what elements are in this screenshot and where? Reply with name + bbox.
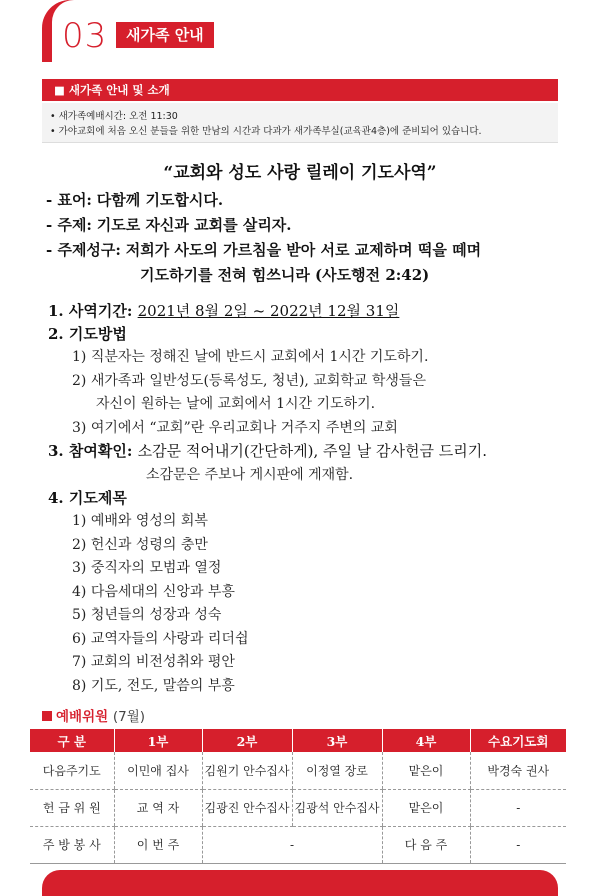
- method-item-1: 1) 직분자는 정해진 날에 반드시 교회에서 1시간 기도하기.: [72, 349, 429, 365]
- period-value: 2021년 8월 2일 ~ 2022년 12월 31일: [137, 302, 400, 320]
- topic-item: 2) 헌신과 성령의 충만: [72, 537, 208, 553]
- table-cell: 김광진 안수집사: [202, 789, 292, 826]
- table-cell: -: [470, 826, 566, 863]
- intro-bar-title: ■ 새가족 안내 및 소개: [42, 79, 558, 101]
- method-item-2-cont: 자신이 원하는 날에 교회에서 1시간 기도하기.: [96, 396, 376, 412]
- table-row: [30, 789, 566, 826]
- topic-item: 8) 기도, 전도, 말씀의 부흥: [72, 678, 235, 694]
- intro-box: [42, 103, 558, 143]
- confirm-label: 3. 참여확인:: [48, 442, 133, 460]
- topic-item: 7) 교회의 비전성취와 평안: [72, 654, 235, 670]
- footer-band: [42, 870, 558, 896]
- header-cell: 4부: [382, 729, 470, 752]
- header-cell: 1부: [114, 729, 202, 752]
- topic-item: 5) 청년들의 성장과 성숙: [72, 607, 222, 623]
- period-label: 1. 사역기간:: [48, 302, 133, 320]
- section-tag: 새가족 안내: [116, 22, 214, 48]
- table-cell: 박경숙 권사: [470, 752, 566, 789]
- table-cell: 김광석 안수집사: [292, 789, 382, 826]
- table-header-row: [30, 729, 566, 752]
- table-cell: 헌 금 위 원: [30, 789, 114, 826]
- table-cell: 이 번 주: [114, 826, 202, 863]
- confirm-text-1: 소감문 적어내기(간단하게), 주일 날 감사헌금 드리기.: [137, 442, 487, 460]
- motto-label: - 표어:: [46, 191, 92, 209]
- confirm-line: [48, 441, 487, 461]
- period-line: [48, 301, 399, 321]
- method-item-3: 3) 여기에서 “교회”란 우리교회나 거주지 주변의 교회: [72, 420, 398, 436]
- worship-title: 예배위원: [56, 709, 109, 725]
- verse-line2: [140, 265, 429, 285]
- square-bullet-icon: [42, 711, 52, 721]
- table-cell: 다음주기도: [30, 752, 114, 789]
- section-number: 03: [62, 16, 108, 56]
- table-row: [30, 752, 566, 789]
- table-cell: -: [202, 826, 382, 863]
- intro-line-welcome: • 가야교회에 처음 오신 분들을 위한 만남의 시간과 다과가 새가족부실(교육관4층)에 준비되어 있습니다.: [50, 126, 482, 137]
- verse-text-1: 저희가 사도의 가르침을 받아 서로 교제하며 떡을 떼며: [125, 241, 482, 259]
- worship-table: [30, 729, 566, 864]
- method-item-2: 2) 새가족과 일반성도(등록성도, 청년), 교회학교 학생들은: [72, 373, 426, 389]
- topic-item: 4) 다음세대의 신앙과 부흥: [72, 584, 235, 600]
- motto-text: 다함께 기도합시다.: [96, 191, 224, 209]
- topic-item: 1) 예배와 영성의 회복: [72, 513, 208, 529]
- header-cell: 구 분: [30, 729, 114, 752]
- table-cell: 맡은이: [382, 789, 470, 826]
- verse-line1: [46, 240, 481, 260]
- header-cell: 2부: [202, 729, 292, 752]
- worship-month: (7월): [112, 709, 146, 725]
- header-cell: 수요기도회: [470, 729, 566, 752]
- verse-text-2: 기도하기를 전혀 힘쓰니라 (사도행전 2:42): [140, 266, 430, 284]
- theme-line: [46, 215, 292, 235]
- header-cell: 3부: [292, 729, 382, 752]
- intro-line-time: • 새가족예배시간: 오전 11:30: [50, 111, 178, 122]
- topic-item: 3) 중직자의 모범과 열정: [72, 560, 222, 576]
- motto-line: [46, 190, 223, 210]
- table-row: [30, 826, 566, 863]
- table-cell: 주 방 봉 사: [30, 826, 114, 863]
- table-cell: 맡은이: [382, 752, 470, 789]
- confirm-text-2: 소감문은 주보나 게시판에 게재함.: [146, 467, 354, 483]
- theme-text: 기도로 자신과 교회를 살리자.: [96, 216, 292, 234]
- worship-heading: [42, 705, 145, 725]
- method-label: 2. 기도방법: [48, 325, 127, 343]
- table-cell: 이민애 집사: [114, 752, 202, 789]
- table-cell: 교 역 자: [114, 789, 202, 826]
- verse-label: - 주제성구:: [46, 241, 121, 259]
- topic-item: 6) 교역자들의 사랑과 리더쉽: [72, 631, 249, 647]
- table-cell: 다 음 주: [382, 826, 470, 863]
- table-cell: 김원기 안수집사: [202, 752, 292, 789]
- topics-label: 4. 기도제목: [48, 489, 127, 507]
- main-title: “교회와 성도 사랑 릴레이 기도사역”: [163, 163, 437, 183]
- theme-label: - 주제:: [46, 216, 92, 234]
- table-cell: 이정열 장로: [292, 752, 382, 789]
- table-cell: -: [470, 789, 566, 826]
